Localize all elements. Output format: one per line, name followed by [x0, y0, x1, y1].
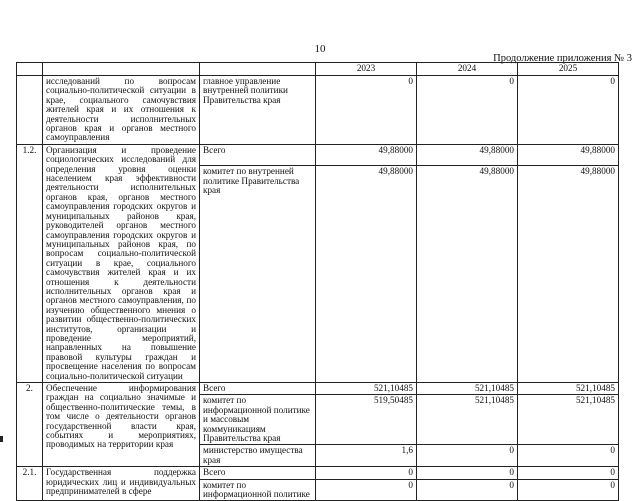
- header-name: [43, 63, 200, 76]
- row-name: Организация и проведение социологических исследований для определения уровня оценки населением края эффективности деятельности исполнительных органов края, органов местного самоуправления городских округов и муниципальных районов края, руководителей органов местного самоуправления городских округов и муниципальных районов края, по вопросам социально-политической ситуации в крае, социального самочувствия жителей края и их отношения к деятельности исполнительных органов края и органов местного самоуправления, по изучению общественного мнения о развитии общественно-политических институтов, организации и проведение мероприятий, направленных на повышение правовой культуры граждан и просвещение населения по вопросам социально-политической ситуации: [43, 144, 200, 382]
- source-label: министерство имущества края: [200, 445, 316, 467]
- value-2023: 0: [316, 479, 417, 501]
- value-2023: 0: [316, 467, 417, 479]
- header-year-2025: 2025: [518, 63, 619, 76]
- source-label: комитет по информационной политике: [200, 479, 316, 501]
- value-2024: 0: [417, 479, 518, 501]
- header-num: [17, 63, 43, 76]
- funding-table: [16, 62, 619, 501]
- appendix-note: Продолжение приложения № 3: [493, 53, 632, 64]
- value-2025: 49,88000: [518, 166, 619, 383]
- value-2024: 0: [417, 76, 518, 145]
- source-label: Всего: [200, 144, 316, 165]
- value-2025: 0: [518, 467, 619, 479]
- value-2025: 521,10485: [518, 383, 619, 395]
- row-name: Обеспечение информирования граждан на социально значимые и общественно-политические темы, в том числе о деятельности органов государственной власти края, событиях и мероприятиях, проводимых на территории края: [43, 383, 200, 467]
- header-year-2024: 2024: [417, 63, 518, 76]
- value-2023: 521,10485: [316, 383, 417, 395]
- table-row: [17, 144, 619, 165]
- header-source: [200, 63, 316, 76]
- value-2023: 1,6: [316, 445, 417, 467]
- scan-edge-mark: [0, 436, 3, 442]
- source-label: комитет по информационной политике и массовым коммуникациям Правительства края: [200, 395, 316, 445]
- source-label: Всего: [200, 383, 316, 395]
- value-2023: 49,88000: [316, 166, 417, 383]
- value-2025: 0: [518, 445, 619, 467]
- row-num: [17, 76, 43, 145]
- value-2023: 49,88000: [316, 144, 417, 165]
- row-name: исследований по вопросам социально-политической ситуации в крае, социального самочувствия жителей края и их отношения к деятельности исполнительных органов края и органов местного самоуправления: [43, 76, 200, 145]
- table-row: [17, 383, 619, 395]
- value-2023: 519,50485: [316, 395, 417, 445]
- row-num: 2.1.: [17, 467, 43, 501]
- value-2025: 0: [518, 479, 619, 501]
- value-2025: 521,10485: [518, 395, 619, 445]
- value-2024: 49,88000: [417, 144, 518, 165]
- row-num: 2.: [17, 383, 43, 467]
- value-2024: 0: [417, 467, 518, 479]
- value-2025: 49,88000: [518, 144, 619, 165]
- value-2025: 0: [518, 76, 619, 145]
- value-2024: 521,10485: [417, 395, 518, 445]
- source-label: Всего: [200, 467, 316, 479]
- source-label: комитет по внутренней политике Правительства края: [200, 166, 316, 383]
- value-2024: 0: [417, 445, 518, 467]
- row-num: 1.2.: [17, 144, 43, 382]
- table-header-row: [17, 63, 619, 76]
- value-2023: 0: [316, 76, 417, 145]
- table-row: [17, 76, 619, 145]
- header-year-2023: 2023: [316, 63, 417, 76]
- page-number: 10: [314, 43, 326, 55]
- value-2024: 521,10485: [417, 383, 518, 395]
- source-label: главное управление внутренней политики Правительства края: [200, 76, 316, 145]
- table-row: [17, 467, 619, 479]
- row-name: Государственная поддержка юридических лиц и индивидуальных предпринимателей в сфере: [43, 467, 200, 501]
- value-2024: 49,88000: [417, 166, 518, 383]
